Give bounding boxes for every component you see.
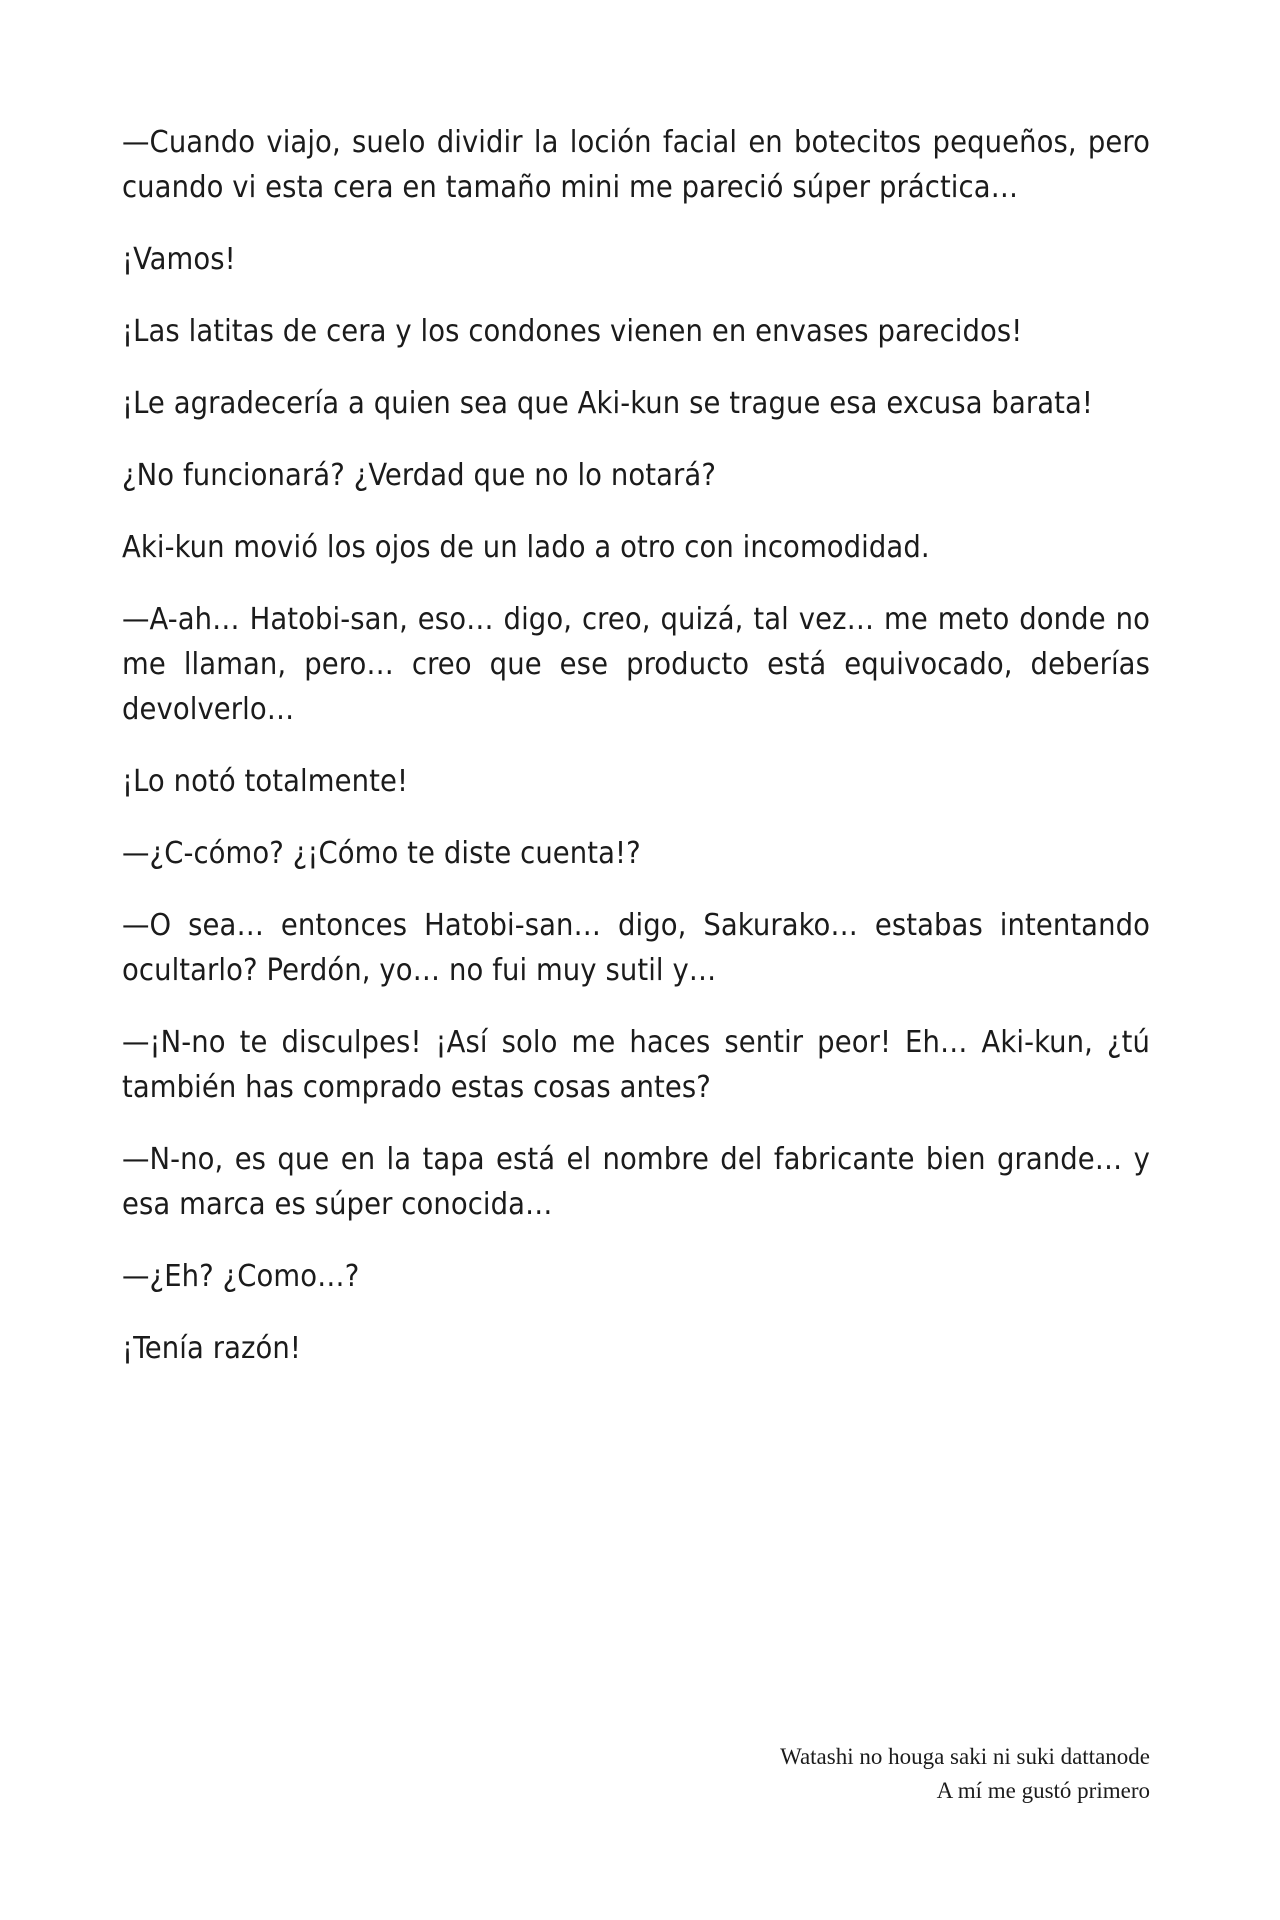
paragraph: —¿Eh? ¿Como…? <box>122 1259 360 1294</box>
paragraph: ¡Lo notó totalmente! <box>122 764 409 799</box>
paragraph: ¡Tenía razón! <box>122 1331 301 1366</box>
paragraph: —Cuando viajo, suelo dividir la loción facial en botecitos pequeños, pero cuando vi esta cera en tamaño mini me pareció súper práctica… <box>122 125 1150 205</box>
page-footer <box>530 1740 1150 1808</box>
footer-title-romaji: Watashi no houga saki ni suki dattanode <box>780 1744 1150 1769</box>
paragraph: ¿No funcionará? ¿Verdad que no lo notará? <box>122 458 716 493</box>
paragraph: ¡Le agradecería a quien sea que Aki-kun se trague esa excusa barata! <box>122 386 1094 421</box>
paragraph: ¡Vamos! <box>122 242 236 277</box>
paragraph: —O sea… entonces Hatobi-san… digo, Sakurako… estabas intentando ocultarlo? Perdón, yo… no fui muy sutil y… <box>122 908 1150 988</box>
footer-title-translated: A mí me gustó primero <box>936 1778 1150 1803</box>
paragraph: ¡Las latitas de cera y los condones vienen en envases parecidos! <box>122 314 1023 349</box>
paragraph: Aki-kun movió los ojos de un lado a otro con incomodidad. <box>122 530 930 565</box>
paragraph: —A-ah… Hatobi-san, eso… digo, creo, quizá, tal vez… me meto donde no me llaman, pero… creo que ese producto está equivocado, deberías devolverlo… <box>122 602 1150 727</box>
paragraph: —¡N-no te disculpes! ¡Así solo me haces sentir peor! Eh… Aki-kun, ¿tú también has comprado estas cosas antes? <box>122 1025 1150 1105</box>
paragraph: —¿C-cómo? ¿¡Cómo te diste cuenta!? <box>122 836 641 871</box>
body-text-column <box>122 120 1150 1371</box>
paragraph: —N-no, es que en la tapa está el nombre del fabricante bien grande… y esa marca es súper conocida… <box>122 1142 1150 1222</box>
